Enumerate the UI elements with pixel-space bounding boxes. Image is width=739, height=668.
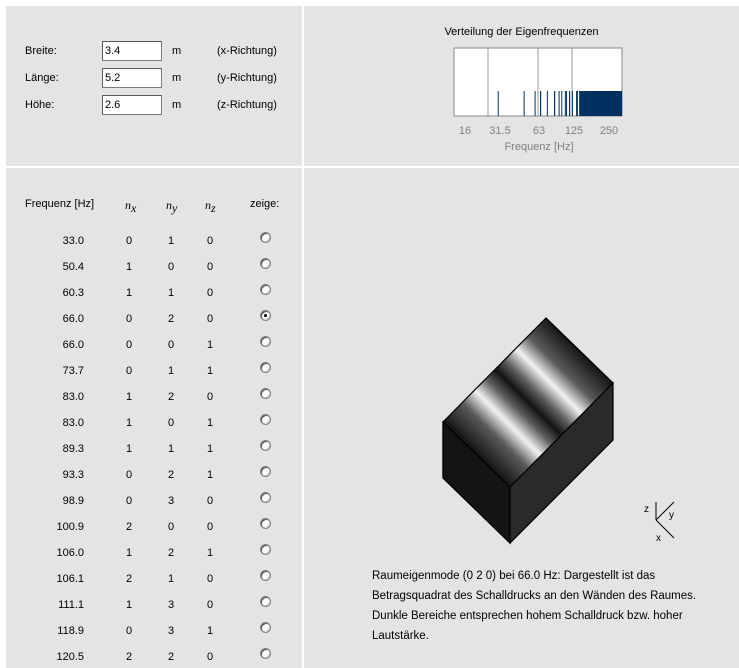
show-mode-radio[interactable] bbox=[260, 232, 271, 243]
mode-caption: Raumeigenmode (0 2 0) bei 66.0 Hz: Dargestellt ist das Betragsquadrat des Schalldrucks an den Wänden des Raumes. Dunkle Bereiche entsprechen hohem Schalldruck bzw. hoher Lautstärke. bbox=[372, 570, 697, 642]
length-unit: m bbox=[172, 72, 182, 84]
mode-nz: 0 bbox=[206, 521, 214, 533]
show-mode-radio[interactable] bbox=[260, 362, 271, 373]
mode-nx: 1 bbox=[125, 287, 133, 299]
tick-label-250: 250 bbox=[599, 125, 619, 137]
header-nx: $n_x$ bbox=[125, 198, 137, 216]
table-row bbox=[6, 313, 302, 339]
height-input[interactable] bbox=[102, 95, 162, 115]
axis-x-label: x bbox=[656, 533, 661, 544]
mode-frequency: 93.3 bbox=[62, 469, 84, 481]
mode-ny: 3 bbox=[167, 495, 175, 507]
room-dimensions-panel bbox=[6, 6, 302, 166]
show-mode-radio[interactable] bbox=[260, 466, 271, 477]
show-mode-radio[interactable] bbox=[260, 622, 271, 633]
show-mode-radio[interactable] bbox=[260, 440, 271, 451]
mode-nz: 1 bbox=[206, 443, 214, 455]
table-row bbox=[6, 625, 302, 651]
length-label: Länge: bbox=[25, 72, 59, 84]
header-show: zeige: bbox=[250, 198, 280, 210]
show-mode-radio[interactable] bbox=[260, 258, 271, 269]
table-row bbox=[6, 547, 302, 573]
axis-z-label: z bbox=[644, 504, 649, 515]
mode-ny: 2 bbox=[167, 547, 175, 559]
show-mode-radio[interactable] bbox=[260, 336, 271, 347]
show-mode-radio[interactable] bbox=[260, 570, 271, 581]
width-label: Breite: bbox=[25, 45, 57, 57]
mode-ny: 1 bbox=[167, 365, 175, 377]
mode-nz: 1 bbox=[206, 339, 214, 351]
mode-ny: 1 bbox=[167, 443, 175, 455]
tick-label-125: 125 bbox=[564, 125, 584, 137]
mode-frequency: 98.9 bbox=[62, 495, 84, 507]
mode-frequency: 33.0 bbox=[62, 235, 84, 247]
height-row bbox=[6, 95, 302, 117]
mode-frequency: 111.1 bbox=[58, 599, 84, 611]
table-row bbox=[6, 287, 302, 313]
mode-list-panel bbox=[6, 168, 302, 668]
mode-ny: 2 bbox=[167, 391, 175, 403]
mode-ny: 1 bbox=[167, 287, 175, 299]
width-direction: (x-Richtung) bbox=[217, 45, 277, 57]
table-row bbox=[6, 261, 302, 287]
mode-ny: 1 bbox=[167, 573, 175, 585]
mode-nz: 0 bbox=[206, 313, 214, 325]
show-mode-radio[interactable] bbox=[260, 596, 271, 607]
mode-ny: 1 bbox=[167, 235, 175, 247]
mode-nx: 0 bbox=[125, 235, 133, 247]
table-row bbox=[6, 469, 302, 495]
mode-nx: 1 bbox=[125, 443, 133, 455]
mode-nz: 0 bbox=[206, 573, 214, 585]
table-row bbox=[6, 495, 302, 521]
mode-nz: 0 bbox=[206, 287, 214, 299]
header-ny: $n_y$ bbox=[166, 198, 178, 216]
mode-nx: 1 bbox=[125, 417, 133, 429]
mode-frequency: 83.0 bbox=[62, 417, 84, 429]
mode-nz: 1 bbox=[206, 417, 214, 429]
mode-frequency: 83.0 bbox=[62, 391, 84, 403]
mode-nx: 0 bbox=[125, 365, 133, 377]
mode-ny: 0 bbox=[167, 417, 175, 429]
mode-frequency: 66.0 bbox=[62, 339, 84, 351]
mode-ny: 2 bbox=[167, 313, 175, 325]
mode-frequency: 118.9 bbox=[57, 625, 84, 637]
mode-frequency: 73.7 bbox=[62, 365, 84, 377]
length-row bbox=[6, 68, 302, 90]
tick-label-16: 16 bbox=[458, 125, 472, 137]
mode-nz: 0 bbox=[206, 651, 214, 663]
show-mode-radio[interactable] bbox=[260, 388, 271, 399]
mode-nz: 1 bbox=[206, 625, 214, 637]
mode-nx: 0 bbox=[125, 313, 133, 325]
table-row bbox=[6, 443, 302, 469]
mode-ny: 0 bbox=[167, 339, 175, 351]
height-label: Höhe: bbox=[25, 99, 55, 111]
mode-frequency: 50.4 bbox=[62, 261, 84, 273]
tick-label-31-5: 31.5 bbox=[489, 125, 511, 137]
mode-nz: 0 bbox=[206, 235, 214, 247]
frequency-distribution-panel bbox=[304, 6, 739, 166]
mode-nz: 1 bbox=[206, 469, 214, 481]
show-mode-radio[interactable] bbox=[260, 492, 271, 503]
table-row bbox=[6, 651, 302, 668]
mode-nx: 2 bbox=[125, 573, 133, 585]
mode-frequency: 60.3 bbox=[62, 287, 84, 299]
header-frequency: Frequenz [Hz] bbox=[25, 198, 95, 210]
show-mode-radio[interactable] bbox=[260, 284, 271, 295]
axis-y-label: y bbox=[669, 510, 674, 521]
distribution-axis-label: Frequenz [Hz] bbox=[504, 141, 574, 153]
mode-nx: 1 bbox=[125, 261, 133, 273]
mode-nz: 0 bbox=[206, 391, 214, 403]
mode-nx: 1 bbox=[125, 391, 133, 403]
table-row bbox=[6, 391, 302, 417]
mode-nx: 1 bbox=[125, 547, 133, 559]
mode-nx: 0 bbox=[125, 469, 133, 481]
mode-frequency: 120.5 bbox=[56, 651, 84, 663]
mode-frequency: 89.3 bbox=[62, 443, 84, 455]
width-unit: m bbox=[172, 45, 182, 57]
table-row bbox=[6, 573, 302, 599]
show-mode-radio[interactable] bbox=[260, 414, 271, 425]
show-mode-radio[interactable] bbox=[260, 518, 271, 529]
mode-ny: 0 bbox=[167, 261, 175, 273]
mode-ny: 3 bbox=[167, 625, 175, 637]
mode-nx: 1 bbox=[125, 599, 133, 611]
table-row bbox=[6, 521, 302, 547]
height-unit: m bbox=[172, 99, 182, 111]
mode-frequency: 106.0 bbox=[56, 547, 84, 559]
header-nz: $n_z$ bbox=[205, 198, 216, 216]
show-mode-radio[interactable] bbox=[260, 648, 271, 659]
tick-label-63: 63 bbox=[532, 125, 546, 137]
table-row bbox=[6, 365, 302, 391]
length-input[interactable] bbox=[102, 68, 162, 88]
mode-frequency: 100.9 bbox=[56, 521, 84, 533]
mode-nx: 0 bbox=[125, 339, 133, 351]
mode-nz: 1 bbox=[206, 547, 214, 559]
width-row bbox=[6, 41, 302, 63]
mode-ny: 2 bbox=[167, 651, 175, 663]
table-row bbox=[6, 339, 302, 365]
mode-nz: 0 bbox=[206, 261, 214, 273]
frequency-distribution-chart bbox=[304, 6, 739, 166]
mode-nz: 0 bbox=[206, 495, 214, 507]
distribution-title: Verteilung der Eigenfrequenzen bbox=[444, 26, 599, 38]
mode-nx: 0 bbox=[125, 625, 133, 637]
mode-nz: 1 bbox=[206, 365, 214, 377]
width-input[interactable] bbox=[102, 41, 162, 61]
table-row bbox=[6, 235, 302, 261]
mode-frequency: 66.0 bbox=[62, 313, 84, 325]
height-direction: (z-Richtung) bbox=[217, 99, 277, 111]
show-mode-radio[interactable] bbox=[260, 544, 271, 555]
mode-frequency: 106.1 bbox=[56, 573, 84, 585]
table-row bbox=[6, 417, 302, 443]
mode-ny: 0 bbox=[167, 521, 175, 533]
length-direction: (y-Richtung) bbox=[217, 72, 277, 84]
frequency-bar-dense bbox=[594, 91, 622, 116]
table-row bbox=[6, 599, 302, 625]
mode-ny: 2 bbox=[167, 469, 175, 481]
show-mode-radio[interactable] bbox=[260, 310, 271, 321]
mode-nz: 0 bbox=[206, 599, 214, 611]
mode-ny: 3 bbox=[167, 599, 175, 611]
mode-nx: 0 bbox=[125, 495, 133, 507]
mode-visualization-panel bbox=[304, 168, 739, 668]
mode-nx: 2 bbox=[125, 651, 133, 663]
mode-nx: 2 bbox=[125, 521, 133, 533]
